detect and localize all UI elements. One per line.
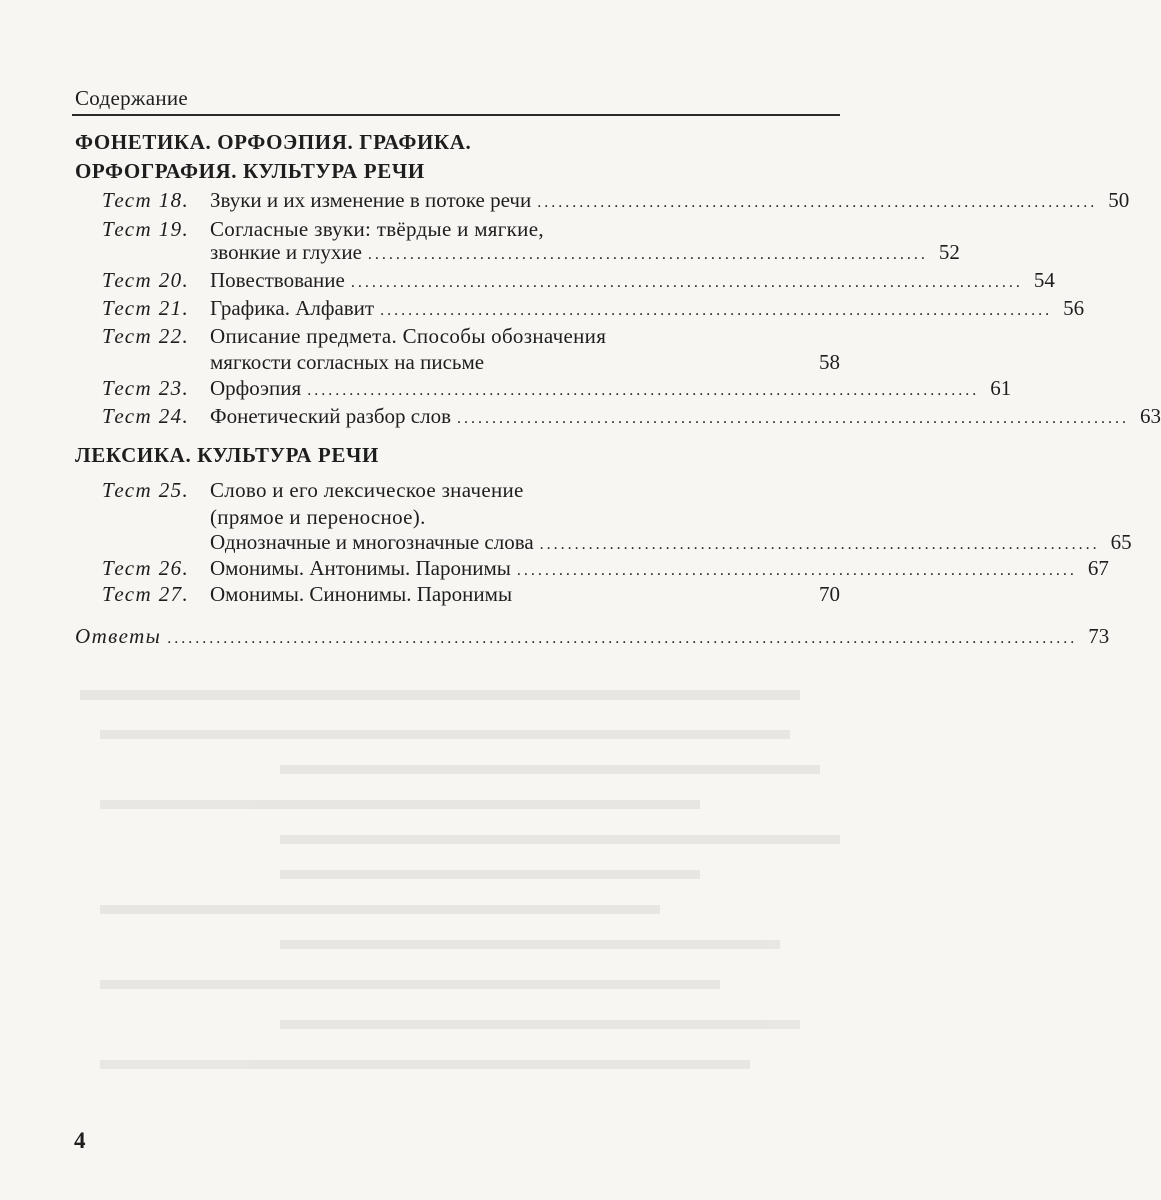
toc-entry-page: 61 [990,376,1012,400]
toc-entry-label-20: Тест 20. [102,268,190,292]
toc-entry-text: Графика. Алфавит [210,296,375,320]
toc-entry-text: Слово и его лексическое значение [210,478,524,502]
toc-entry-text: звонкие и глухие [210,240,362,264]
page-number: 4 [74,1128,86,1153]
toc-entry-page: 67 [1087,556,1109,580]
toc-entry-label-19: Тест 19. [102,217,190,241]
toc-entry-text: Согласные звуки: твёрдые и мягкие, [210,217,544,241]
toc-entry-text: Омонимы. Антонимы. Паронимы [210,556,511,580]
toc-entry-page: 58 [819,350,840,374]
toc-entry-text: Однозначные и многозначные слова [210,530,534,554]
leader-dots: ................................................................................ [537,194,1098,211]
toc-entry-label-25: Тест 25. [102,478,190,502]
leader-dots: .................................................................................................................................. [167,630,1078,647]
toc-entry-page: 70 [819,582,840,606]
toc-entry-20[interactable] [210,266,1055,297]
leader-dots: ................................................................................................ [380,302,1053,319]
toc-entry-label-24: Тест 24. [102,404,190,428]
toc-entry-label-18: Тест 18. [102,188,190,212]
toc-entry-text: Орфоэпия [210,376,302,400]
toc-entry-page: 63 [1140,404,1161,428]
toc-entry-18[interactable] [210,186,1130,217]
toc-entry-label-26: Тест 26. [102,556,190,580]
section-title-phonetics-line-2: ОРФОГРАФИЯ. КУЛЬТУРА РЕЧИ [75,159,425,183]
toc-entry-page: 50 [1108,188,1130,212]
leader-dots: ................................................................................ [539,536,1100,553]
section-title-phonetics-line-1: ФОНЕТИКА. ОРФОЭПИЯ. ГРАФИКА. [75,130,472,154]
toc-entry-23[interactable] [210,374,1012,405]
toc-entry-text: Повествование [210,268,345,292]
header-rule [72,114,840,116]
toc-entry-answers[interactable] [75,622,1110,653]
toc-entry-page: 65 [1110,530,1132,554]
running-header: Содержание [75,86,189,110]
answers-page: 73 [1088,624,1110,648]
toc-entry-19[interactable] [210,238,960,269]
toc-entry-page: 54 [1033,268,1055,292]
toc-entry-text: Звуки и их изменение в потоке речи [210,188,532,212]
toc-entry-text: Описание предмета. Способы обозначения [210,324,607,348]
toc-entry-label-22: Тест 22. [102,324,190,348]
leader-dots: ................................................................................................ [457,410,1129,427]
toc-entry-label-23: Тест 23. [102,376,190,400]
toc-entry-27[interactable] [210,580,840,611]
leader-dots: ................................................................................ [367,246,928,263]
leader-dots: ................................................................................................ [350,274,1023,291]
toc-entry-page: 56 [1063,296,1085,320]
toc-entry-label-21: Тест 21. [102,296,190,320]
toc-entry-text: (прямое и переносное). [210,505,426,529]
section-title-lexicon: ЛЕКСИКА. КУЛЬТУРА РЕЧИ [75,443,379,467]
toc-entry-page: 52 [938,240,960,264]
answers-label: Ответы [75,624,162,648]
toc-entry-label-27: Тест 27. [102,582,190,606]
toc-entry-text: мягкости согласных на письме [210,350,485,374]
toc-entry-24[interactable] [210,402,1161,433]
bleed-through-texture [60,690,850,1110]
toc-entry-text: Омонимы. Синонимы. Паронимы [210,582,513,606]
leader-dots: ................................................................................................ [307,382,980,399]
leader-dots: ................................................................................ [516,562,1077,579]
toc-entry-text: Фонетический разбор слов [210,404,451,428]
toc-entry-21[interactable] [210,294,1085,325]
